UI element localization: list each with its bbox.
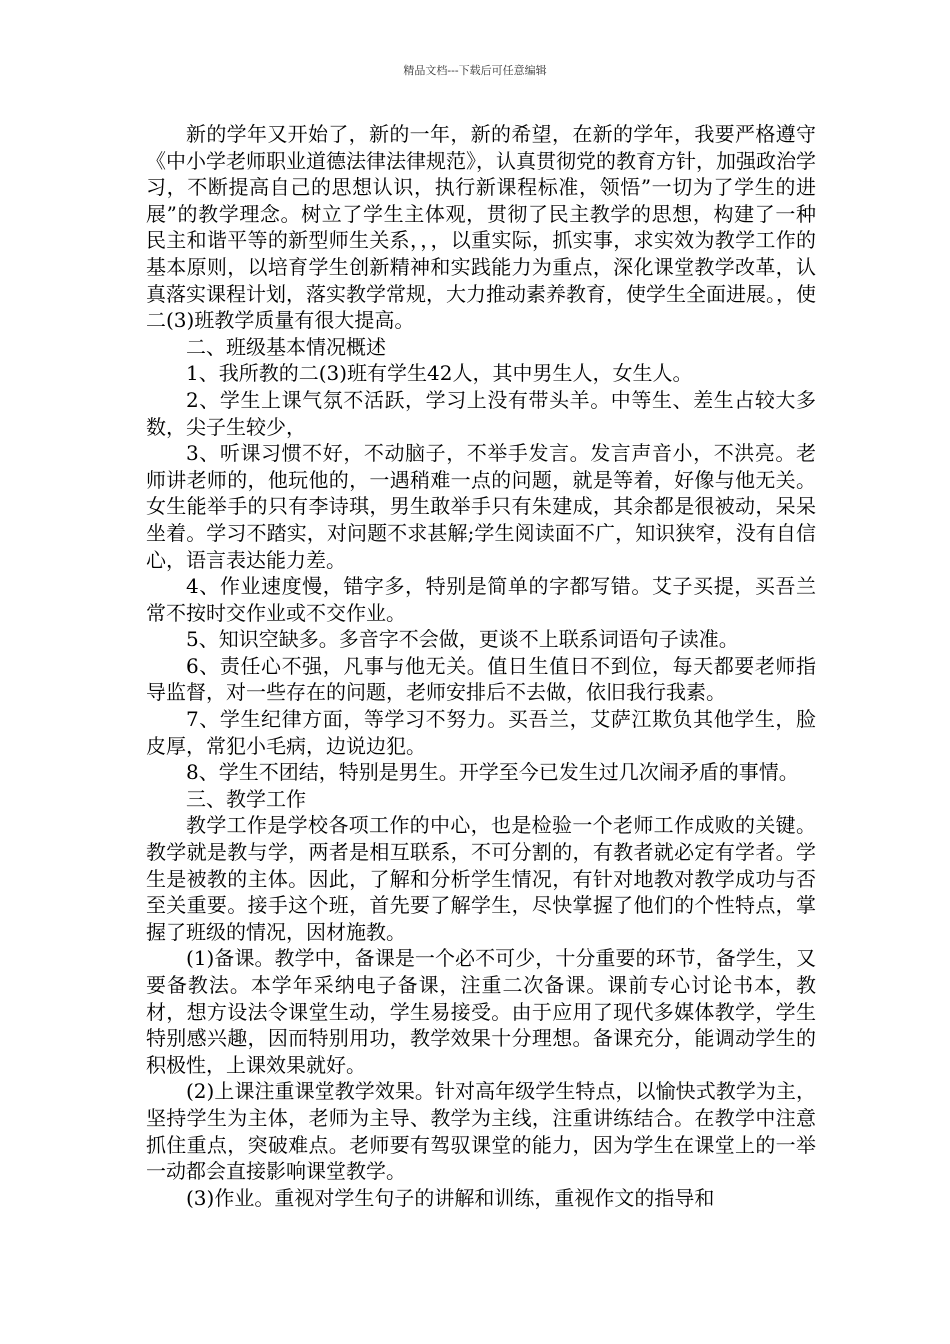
teaching-work-paragraph: 教学工作是学校各项工作的中心，也是检验一个老师工作成败的关键。教学就是教与学，两者是相互联系，不可分割的，有教者就必定有学者。学生是被教的主体。因此，了解和分析学生情况，有针对地教对教学成功与否至关重要。接手这个班，首先要了解学生，尽快掌握了他们的个性特点，掌握了班级的情况，因材施教。 (146, 813, 816, 944)
list-item-5: 5、知识空缺多。多音字不会做，更谈不上联系词语句子读准。 (186, 627, 739, 652)
classroom-teaching-paragraph: (2)上课注重课堂教学效果。针对高年级学生特点，以愉快式教学为主，坚持学生为主体，老师为主导、教学为主线，注重讲练结合。在教学中注意抓住重点，突破难点。老师要有驾驭课堂的能力，因为学生在课堂上的一举一动都会直接影响课堂教学。 (146, 1079, 816, 1184)
document-body (146, 121, 816, 1211)
list-item-8: 8、学生不团结，特别是男生。开学至今已发生过几次闹矛盾的事情。 (186, 760, 799, 785)
list-item-6: 6、责任心不强，凡事与他无关。值日生值日不到位，每天都要老师指导监督，对一些存在的问题，老师安排后不去做，依旧我行我素。 (146, 653, 816, 705)
list-item-3: 3、听课习惯不好，不动脑子，不举手发言。发言声音小，不洪亮。老师讲老师的，他玩他的，一遇稍难一点的问题，就是等着，好像与他无关。女生能举手的只有李诗琪，男生敢举手只有朱建成，其余都是很被动，呆呆坐着。学习不踏实，对问题不求甚解;学生阅读面不广，知识狭窄，没有自信心，语言表达能力差。 (146, 441, 816, 572)
list-item-2: 2、学生上课气氛不活跃，学习上没有带头羊。中等生、差生占较大多数，尖子生较少， (146, 387, 816, 439)
page-header: 精品文档---下载后可任意编辑 (403, 64, 547, 77)
section-heading-teaching-work: 三、教学工作 (186, 786, 306, 811)
list-item-1: 1、我所教的二(3)班有学生42人，其中男生人，女生人。 (186, 361, 693, 386)
list-item-4: 4、作业速度慢，错字多，特别是简单的字都写错。艾子买提，买吾兰常不按时交作业或不交作业。 (146, 574, 816, 625)
intro-paragraph: 新的学年又开始了，新的一年，新的希望，在新的学年，我要严格遵守《中小学老师职业道德法律法律规范》，认真贯彻党的教育方针，加强政治学习，不断提高自己的思想认识，执行新课程标准，领悟”一切为了学生的进展”的教学理念。树立了学生主体观，贯彻了民主教学的思想，构建了一种民主和谐平等的新型师生关系，，，以重实际，抓实事，求实效为教学工作的基本原则，以培育学生创新精神和实践能力为重点，深化课堂教学改革，认真落实课程计划，落实教学常规，大力推动素养教育，使学生全面进展。，使二(3)班教学质量有很大提高。 (146, 122, 816, 333)
list-item-7: 7、学生纪律方面，等学习不努力。买吾兰，艾萨江欺负其他学生，脸皮厚，常犯小毛病，边说边犯。 (146, 707, 816, 758)
lesson-preparation-paragraph: (1)备课。教学中，备课是一个必不可少，十分重要的环节，备学生，又要备教法。本学年采纳电子备课，注重二次备课。课前专心讨论书本，教材，想方设法令课堂生动，学生易接受。由于应用了现代多媒体教学，学生特别感兴趣，因而特别用功，教学效果十分理想。备课充分，能调动学生的积极性，上课效果就好。 (146, 946, 816, 1077)
section-heading-class-overview: 二、班级基本情况概述 (186, 334, 386, 359)
homework-paragraph: (3)作业。重视对学生句子的讲解和训练，重视作文的指导和 (186, 1185, 715, 1210)
